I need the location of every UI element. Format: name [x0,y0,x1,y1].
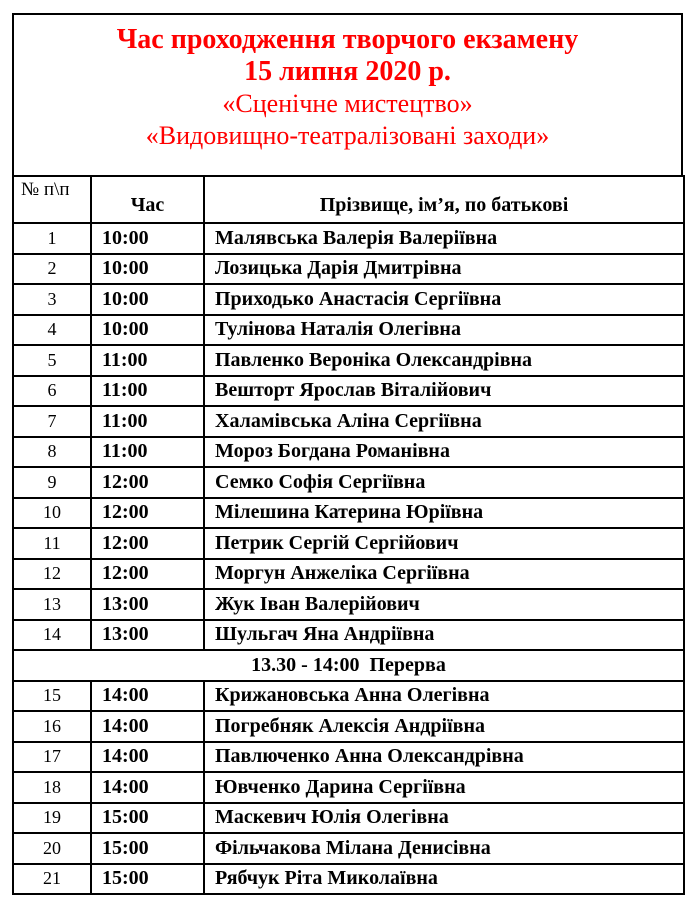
row-time: 11:00 [91,345,204,376]
row-number: 13 [13,589,91,620]
table-row [13,864,684,895]
row-time: 11:00 [91,437,204,468]
row-number: 15 [13,681,91,712]
row-time: 14:00 [91,742,204,773]
table-row [13,437,684,468]
row-name: Жук Іван Валерійович [204,589,684,620]
schedule-table-header [13,176,684,223]
title-line-4: «Видовищно-театралізовані заходи» [145,121,550,150]
row-number: 3 [13,284,91,315]
row-name: Рябчук Ріта Миколаївна [204,864,684,895]
table-row [13,284,684,315]
row-time: 13:00 [91,589,204,620]
table-row [13,376,684,407]
table-row [13,620,684,651]
table-row [13,528,684,559]
row-name: Вешторт Ярослав Віталійович [204,376,684,407]
row-name: Тулінова Наталія Олегівна [204,315,684,346]
row-time: 10:00 [91,284,204,315]
row-name: Погребняк Алексія Андріївна [204,711,684,742]
row-name: Приходько Анастасія Сергіївна [204,284,684,315]
table-row [13,467,684,498]
row-number: 1 [13,223,91,254]
row-number: 14 [13,620,91,651]
break-label: 13.30 - 14:00 Перерва [13,650,684,681]
title-line-2: 15 липня 2020 р. [244,56,451,87]
row-name: Мороз Богдана Романівна [204,437,684,468]
table-row [13,559,684,590]
row-time: 12:00 [91,559,204,590]
row-number: 7 [13,406,91,437]
table-row [13,254,684,285]
row-number: 5 [13,345,91,376]
row-number: 19 [13,803,91,834]
header-row [13,176,684,223]
document-title-block [12,13,683,175]
row-time: 14:00 [91,711,204,742]
row-name: Маскевич Юлія Олегівна [204,803,684,834]
table-row [13,589,684,620]
column-header-name: Прізвище, ім’я, по батькові [204,176,684,223]
row-number: 6 [13,376,91,407]
row-time: 14:00 [91,772,204,803]
row-name: Крижановська Анна Олегівна [204,681,684,712]
row-name: Ювченко Дарина Сергіївна [204,772,684,803]
row-time: 11:00 [91,376,204,407]
table-row [13,772,684,803]
row-number: 16 [13,711,91,742]
table-row [13,345,684,376]
row-name: Моргун Анжеліка Сергіївна [204,559,684,590]
row-number: 8 [13,437,91,468]
row-time: 12:00 [91,498,204,529]
row-name: Мілешина Катерина Юріївна [204,498,684,529]
schedule-table-body [13,223,684,894]
row-number: 18 [13,772,91,803]
row-number: 20 [13,833,91,864]
row-name: Павлюченко Анна Олександрівна [204,742,684,773]
table-row [13,711,684,742]
table-row [13,833,684,864]
row-time: 15:00 [91,833,204,864]
table-row [13,681,684,712]
row-number: 21 [13,864,91,895]
row-number: 2 [13,254,91,285]
row-name: Шульгач Яна Андріївна [204,620,684,651]
title-line-1: Час проходження творчого екзамену [116,24,579,55]
table-row [13,315,684,346]
row-name: Малявська Валерія Валеріївна [204,223,684,254]
row-name: Петрик Сергій Сергійович [204,528,684,559]
row-time: 12:00 [91,528,204,559]
row-number: 10 [13,498,91,529]
row-name: Семко Софія Сергіївна [204,467,684,498]
column-header-number: № п\п [13,176,91,223]
row-number: 12 [13,559,91,590]
row-number: 17 [13,742,91,773]
row-number: 4 [13,315,91,346]
row-time: 10:00 [91,254,204,285]
schedule-table [12,175,685,895]
row-time: 12:00 [91,467,204,498]
row-number: 11 [13,528,91,559]
row-name: Фільчакова Мілана Денисівна [204,833,684,864]
row-name: Павленко Вероніка Олександрівна [204,345,684,376]
row-time: 13:00 [91,620,204,651]
row-time: 15:00 [91,803,204,834]
table-row [13,498,684,529]
row-time: 15:00 [91,864,204,895]
row-time: 10:00 [91,223,204,254]
table-row [13,406,684,437]
table-row [13,742,684,773]
title-line-3: «Сценічне мистецтво» [222,89,473,118]
table-row [13,223,684,254]
row-number: 9 [13,467,91,498]
row-time: 10:00 [91,315,204,346]
row-name: Лозицька Дарія Дмитрівна [204,254,684,285]
column-header-time: Час [91,176,204,223]
schedule-document [12,13,683,895]
break-row [13,650,684,681]
table-row [13,803,684,834]
row-name: Халамівська Аліна Сергіївна [204,406,684,437]
row-time: 14:00 [91,681,204,712]
row-time: 11:00 [91,406,204,437]
